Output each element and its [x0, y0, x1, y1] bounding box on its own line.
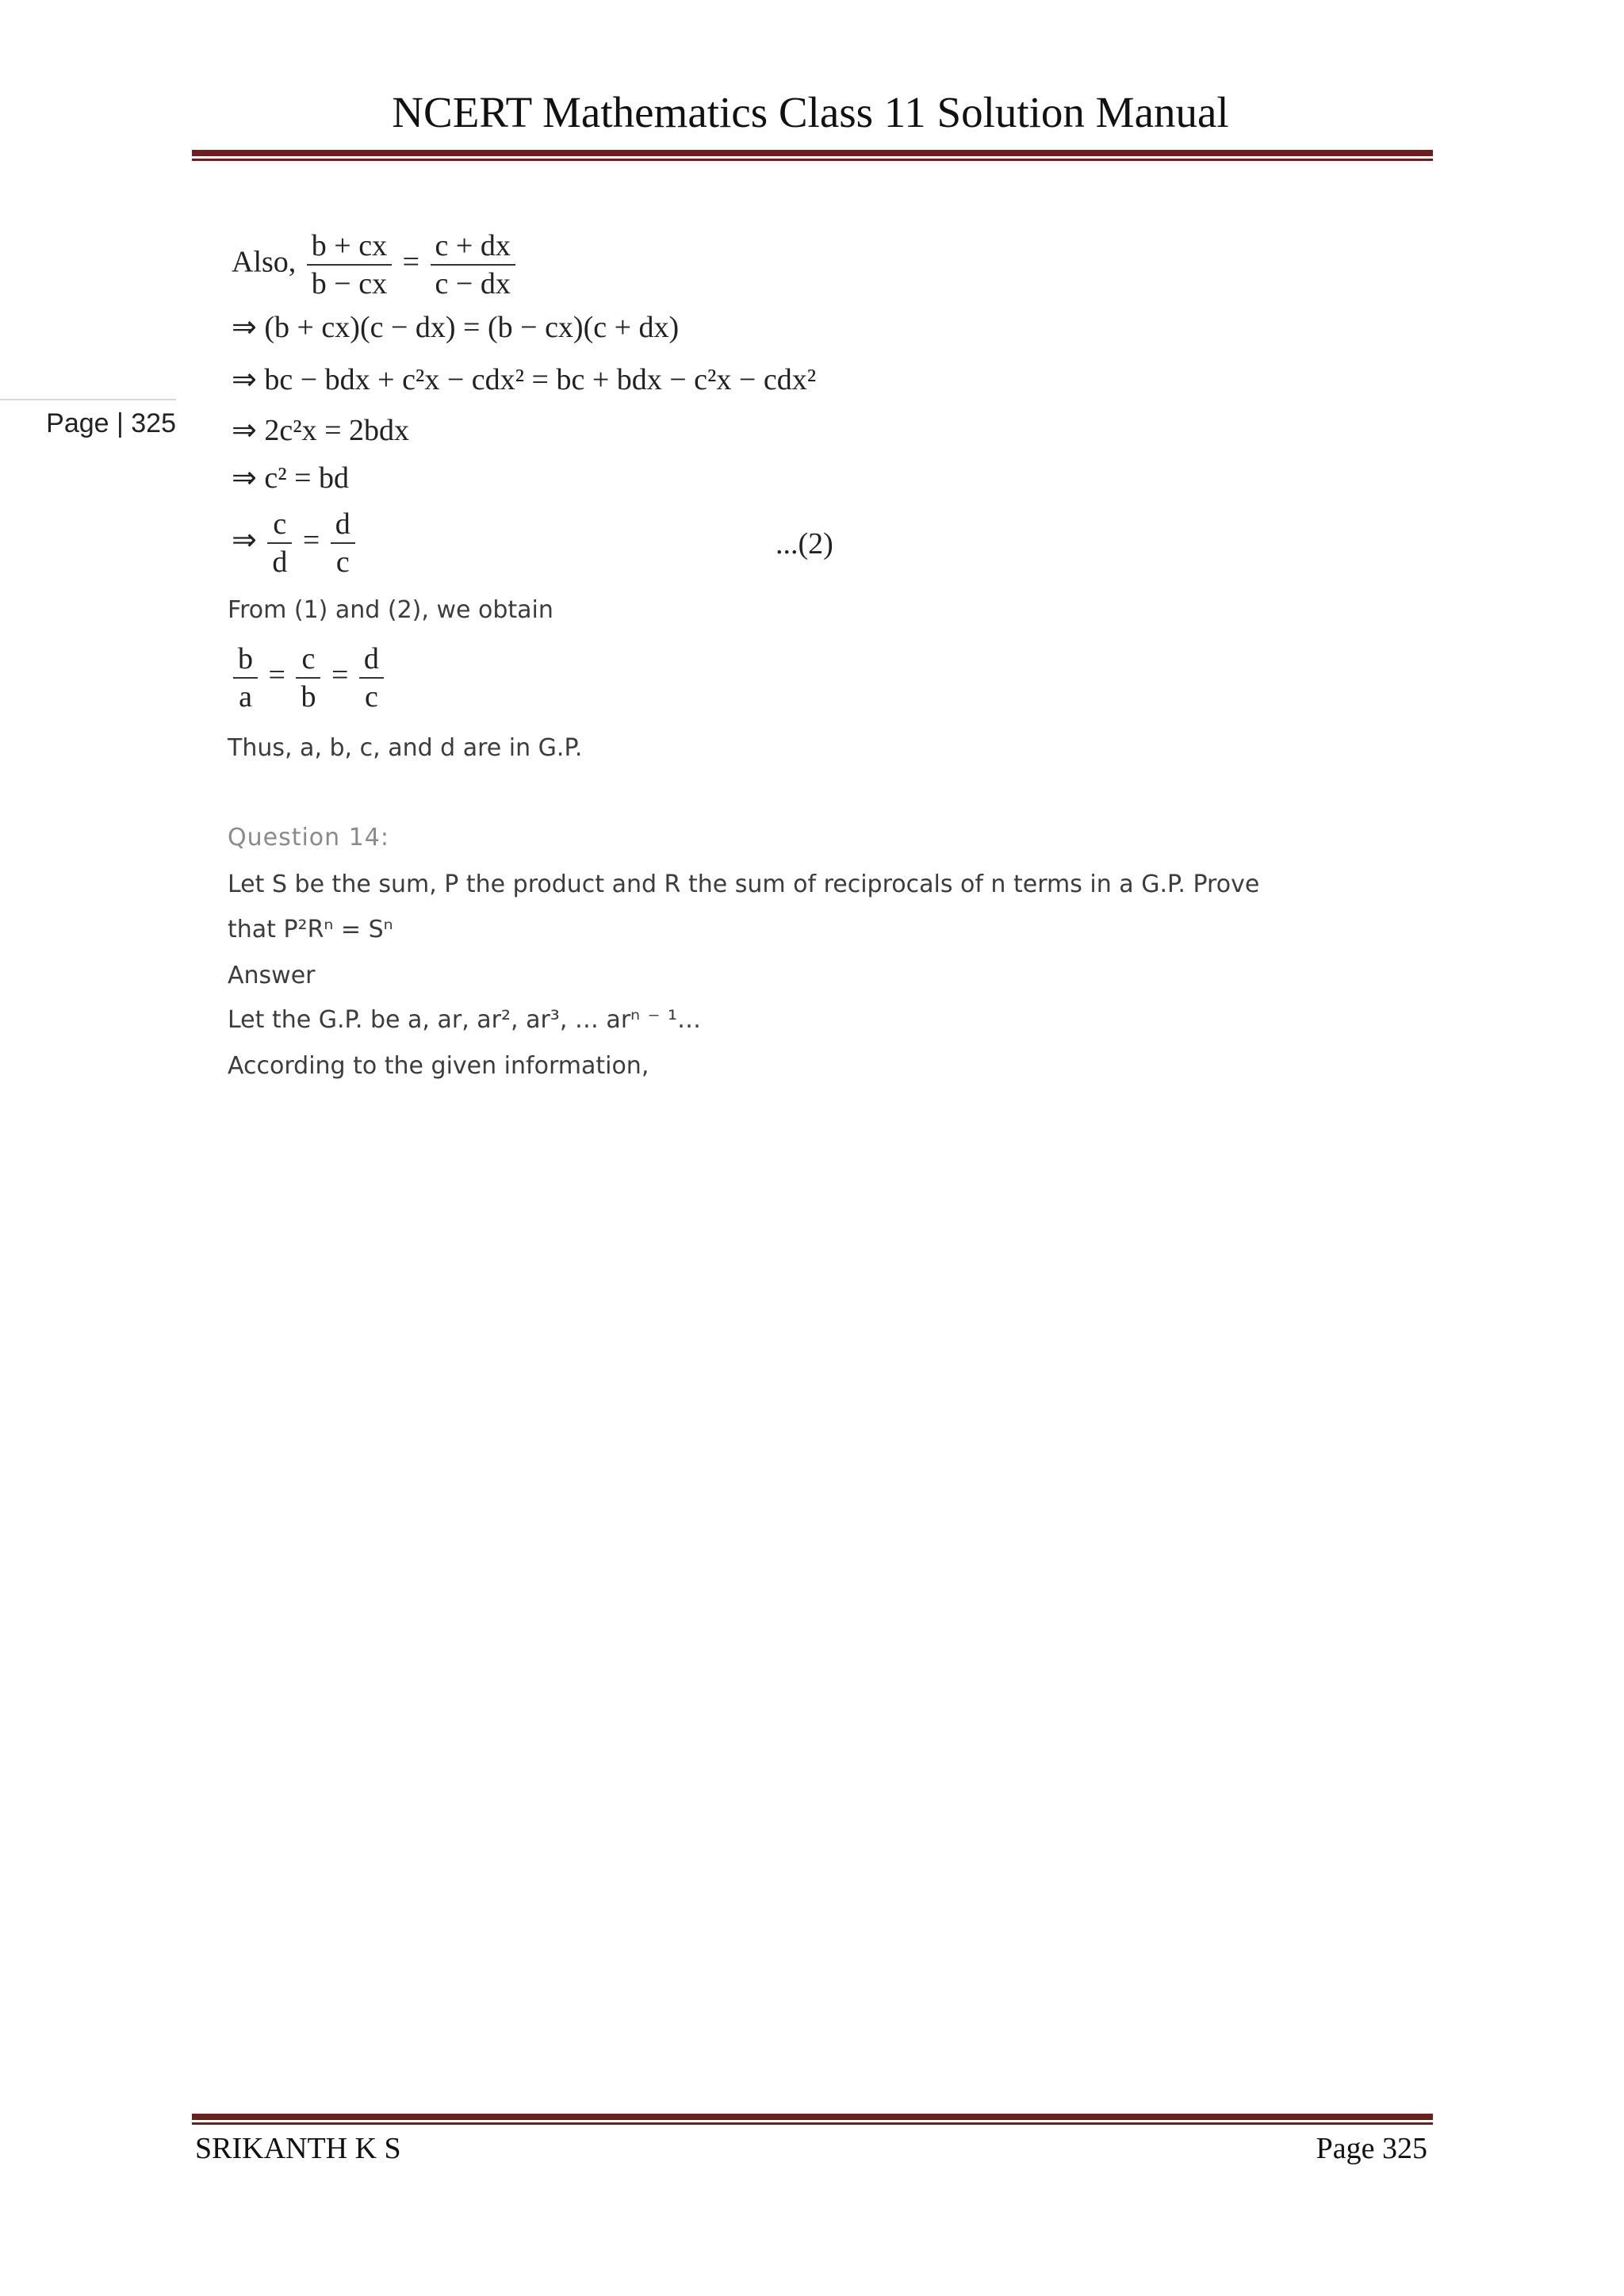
fraction-numerator: c + dx: [431, 228, 515, 266]
answer-line-1: Let the G.P. be a, ar, ar², ar³, … arⁿ ⁻ ¹…: [228, 1006, 702, 1034]
fraction-denominator: c: [364, 680, 378, 714]
header-rule-thin: [192, 159, 1433, 161]
equation-line-5: ⇒ c² = bd: [232, 461, 350, 495]
thus-text: Thus, a, b, c, and d are in G.P.: [228, 734, 583, 762]
equation-line-1: [232, 228, 519, 302]
answer-label: Answer: [228, 962, 316, 989]
footer-author: SRIKANTH K S: [195, 2132, 401, 2165]
fraction-left: [307, 228, 392, 302]
fraction-denominator: d: [272, 545, 288, 579]
question-text-line-1: Let S be the sum, P the product and R the sum of reciprocals of n terms in a G.P. Prove: [228, 871, 1260, 898]
fraction-numerator: d: [359, 641, 384, 679]
equals-sign: =: [302, 523, 320, 557]
equation-line-4: ⇒ 2c²x = 2bdx: [232, 414, 410, 447]
fraction-numerator: b + cx: [307, 228, 392, 266]
fraction-c-b: [296, 641, 320, 715]
fraction-numerator: b: [233, 641, 258, 679]
equals-sign: =: [268, 658, 285, 692]
from-text: From (1) and (2), we obtain: [228, 596, 553, 624]
equation-number: ...(2): [776, 527, 833, 561]
equation-line-2: ⇒ (b + cx)(c − dx) = (b − cx)(c + dx): [232, 311, 680, 344]
fraction-d-c: [359, 641, 384, 715]
fraction-denominator: c − dx: [435, 267, 511, 300]
fraction-denominator: a: [239, 680, 252, 714]
ratio-equation: [230, 641, 387, 715]
equation-line-3: ⇒ bc − bdx + c²x − cdx² = bc + bdx − c²x − cdx²: [232, 363, 817, 396]
fraction-right: [431, 228, 515, 302]
footer-rule-thick: [192, 2114, 1433, 2120]
answer-line-2: According to the given information,: [228, 1052, 649, 1080]
fraction-denominator: c: [335, 545, 350, 579]
margin-page-label: Page | 325: [0, 399, 176, 439]
header-rule-thick: [192, 150, 1433, 156]
fraction-left: [267, 506, 292, 580]
fraction-right: [331, 506, 355, 580]
fraction-numerator: c: [267, 506, 292, 544]
fraction-denominator: b: [301, 680, 316, 714]
also-prefix: Also,: [232, 245, 297, 279]
footer-rule-thin: [192, 2122, 1433, 2125]
equals-sign: =: [331, 658, 349, 692]
fraction-denominator: b − cx: [311, 267, 388, 300]
implies-symbol: ⇒: [232, 523, 257, 557]
fraction-numerator: c: [296, 641, 320, 679]
fraction-b-a: [233, 641, 258, 715]
footer-page-number: Page 325: [1316, 2132, 1427, 2165]
fraction-numerator: d: [331, 506, 355, 544]
question-text-line-2: that P²Rⁿ = Sⁿ: [228, 916, 393, 943]
equals-sign: =: [402, 245, 420, 279]
page-header-title: NCERT Mathematics Class 11 Solution Manual: [392, 88, 1229, 136]
equation-line-6: [232, 506, 358, 580]
question-heading: Question 14:: [228, 824, 389, 851]
